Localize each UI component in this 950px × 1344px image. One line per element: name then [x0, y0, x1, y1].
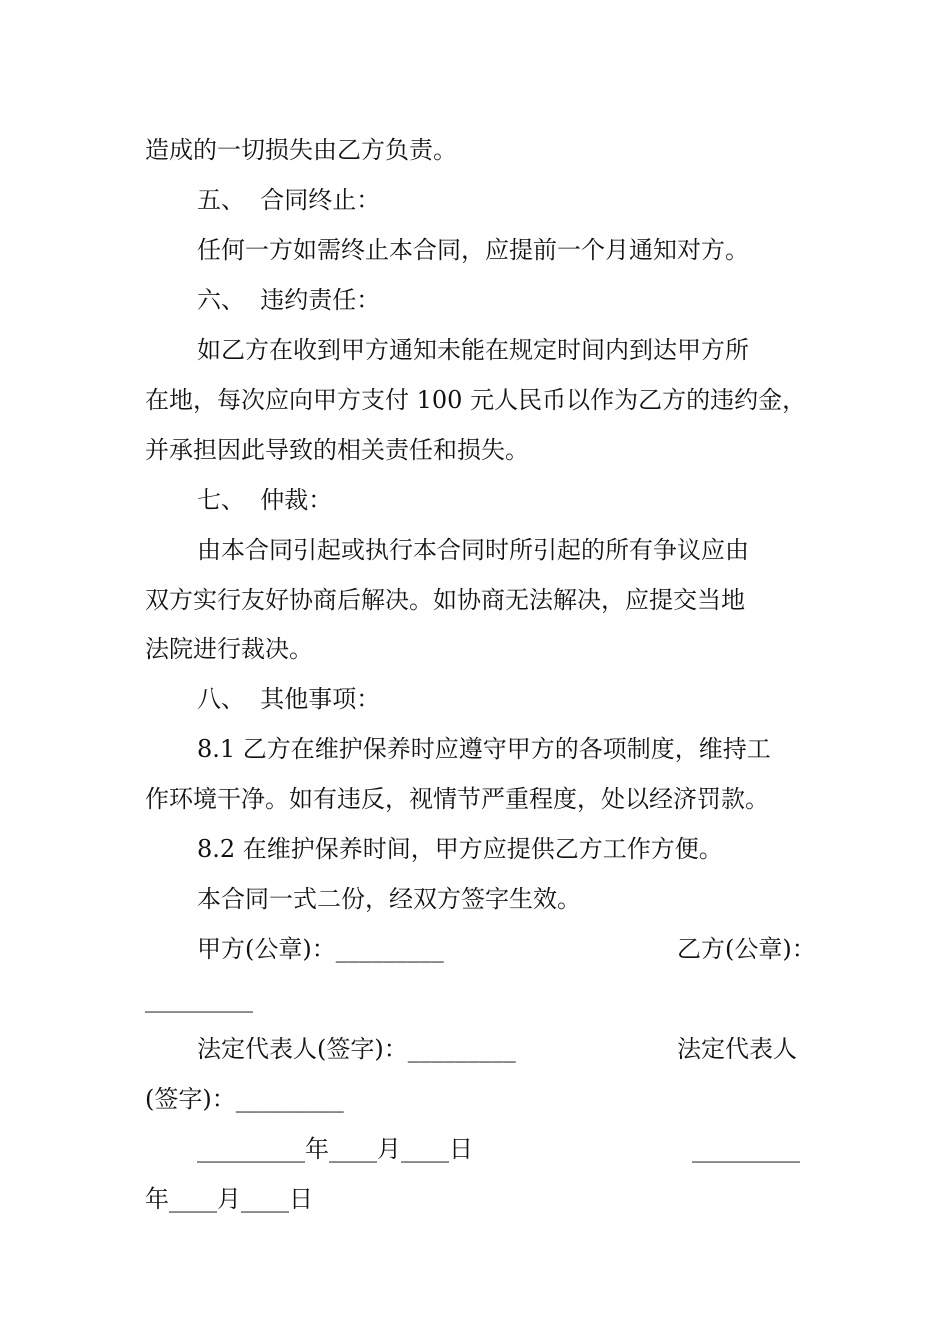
party-b-rep-label: 法定代表人: [677, 1035, 797, 1063]
party-b-date-field: 年____月____日: [145, 1185, 313, 1213]
party-a-date-field: _________年____月____日: [197, 1135, 473, 1163]
text-line: 双方实行友好协商后解决。如协商无法解决，应提交当地: [145, 586, 745, 614]
section-heading-termination: 五、 合同终止：: [197, 186, 381, 214]
section-heading-breach: 六、 违约责任：: [197, 286, 381, 314]
text-line: 8.2 在维护保养时间，甲方应提供乙方工作方便。: [197, 835, 723, 863]
party-b-seal-label: 乙方(公章)：: [677, 935, 816, 963]
text-line: 法院进行裁决。: [145, 635, 313, 663]
party-b-rep-blank: (签字)：_________: [145, 1085, 344, 1113]
party-b-date-blank: _________: [692, 1135, 800, 1163]
party-a-rep-field: 法定代表人(签字)：_________: [197, 1035, 516, 1063]
party-b-seal-blank: _________: [145, 985, 253, 1013]
text-line: 8.1 乙方在维护保养时应遵守甲方的各项制度，维持工: [197, 735, 771, 763]
party-a-seal-field: 甲方(公章)：_________: [197, 935, 444, 963]
text-line: 造成的一切损失由乙方负责。: [145, 136, 457, 164]
text-line: 并承担因此导致的相关责任和损失。: [145, 436, 529, 464]
text-line: 由本合同引起或执行本合同时所引起的所有争议应由: [197, 536, 749, 564]
text-line: 如乙方在收到甲方通知未能在规定时间内到达甲方所: [197, 336, 749, 364]
text-line: 在地，每次应向甲方支付 100 元人民币以作为乙方的违约金，: [145, 386, 807, 414]
text-line: 本合同一式二份，经双方签字生效。: [197, 885, 581, 913]
section-heading-arbitration: 七、 仲裁：: [197, 486, 333, 514]
section-heading-other: 八、 其他事项：: [197, 685, 381, 713]
text-line: 任何一方如需终止本合同，应提前一个月通知对方。: [197, 236, 749, 264]
text-line: 作环境干净。如有违反，视情节严重程度，处以经济罚款。: [145, 785, 769, 813]
